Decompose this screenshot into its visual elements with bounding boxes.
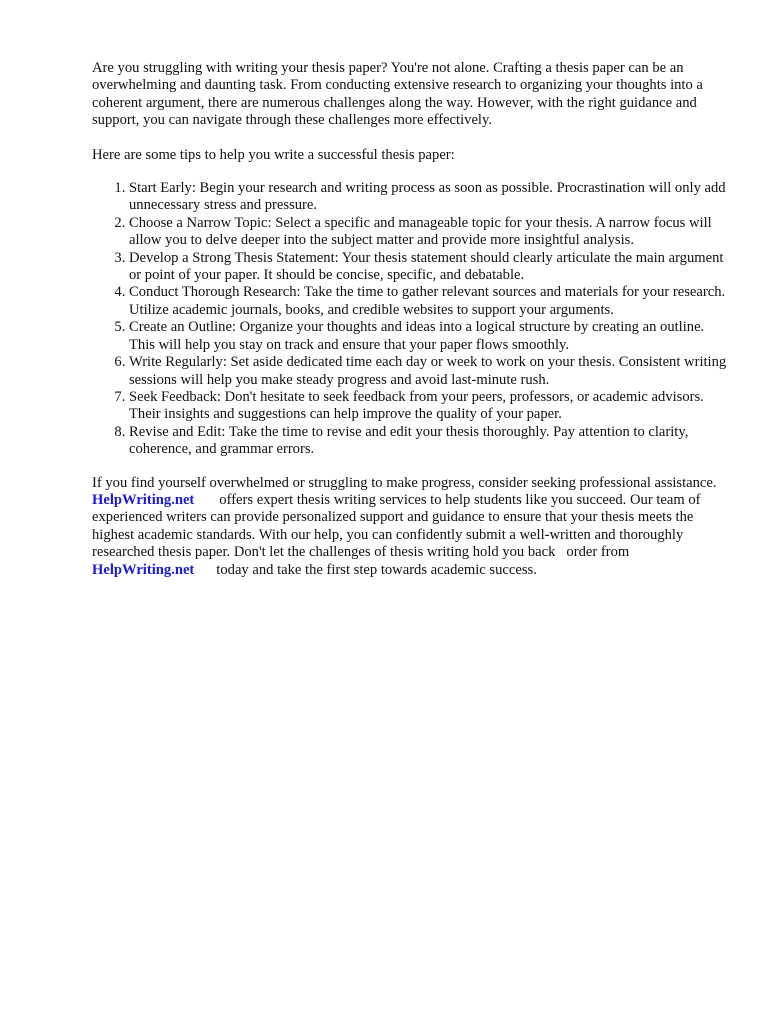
closing-text-2: offers expert thesis writing services to help students like you succeed. Our team of experienced writers can provide personalized support and guidance to ensure that your thesis meets the highest academic standards. With our help, you can confidently submit a well-written and thoroughly researched thesis paper. Don't let the challenges of thesis writing hold you back [92, 491, 701, 561]
tip-item-6: 6. Write Regularly: Set aside dedicated time each day or week to work on your thesis. Consistent writing sessions will help you make steady progress and avoid last-minute rush. [129, 354, 732, 389]
document-body [92, 60, 732, 579]
helpwriting-link-1[interactable]: HelpWriting.net [92, 491, 195, 508]
tip-item-3: 3. Develop a Strong Thesis Statement: Your thesis statement should clearly articulate the main argument or point of your paper. It should be concise, specific, and debatable. [129, 250, 732, 285]
helpwriting-link-2[interactable]: HelpWriting.net [92, 561, 195, 578]
closing-text-1: If you find yourself overwhelmed or struggling to make progress, consider seeking professional assistance. [92, 474, 717, 491]
tip-item-4: 4. Conduct Thorough Research: Take the time to gather relevant sources and materials for your research. Utilize academic journals, books, and credible websites to support your arguments. [129, 284, 732, 319]
tip-item-8: 8. Revise and Edit: Take the time to revise and edit your thesis thoroughly. Pay attention to clarity, coherence, and grammar errors. [129, 424, 732, 459]
tip-item-5: 5. Create an Outline: Organize your thoughts and ideas into a logical structure by creating an outline. This will help you stay on track and ensure that your paper flows smoothly. [129, 319, 732, 354]
tip-item-1: 1. Start Early: Begin your research and writing process as soon as possible. Procrastination will only add unnecessary stress and pressure. [129, 180, 732, 215]
closing-text-3: order from [566, 544, 630, 561]
tips-list [92, 180, 732, 459]
tips-lead: Here are some tips to help you write a successful thesis paper: [92, 146, 455, 163]
closing-paragraph [92, 475, 732, 579]
intro-paragraph: Are you struggling with writing your thesis paper? You're not alone. Crafting a thesis paper can be an overwhelming and daunting task. From conducting extensive research to organizing your thoughts into a coherent argument, there are numerous challenges along the way. However, with the right guidance and support, you can navigate through these challenges more effectively. [92, 60, 703, 129]
tip-item-2: 2. Choose a Narrow Topic: Select a specific and manageable topic for your thesis. A narrow focus will allow you to delve deeper into the subject matter and provide more insightful analysis. [129, 215, 732, 250]
tip-item-7: 7. Seek Feedback: Don't hesitate to seek feedback from your peers, professors, or academic advisors. Their insights and suggestions can help improve the quality of your paper. [129, 389, 732, 424]
closing-text-4: today and take the first step towards academic success. [216, 561, 537, 578]
